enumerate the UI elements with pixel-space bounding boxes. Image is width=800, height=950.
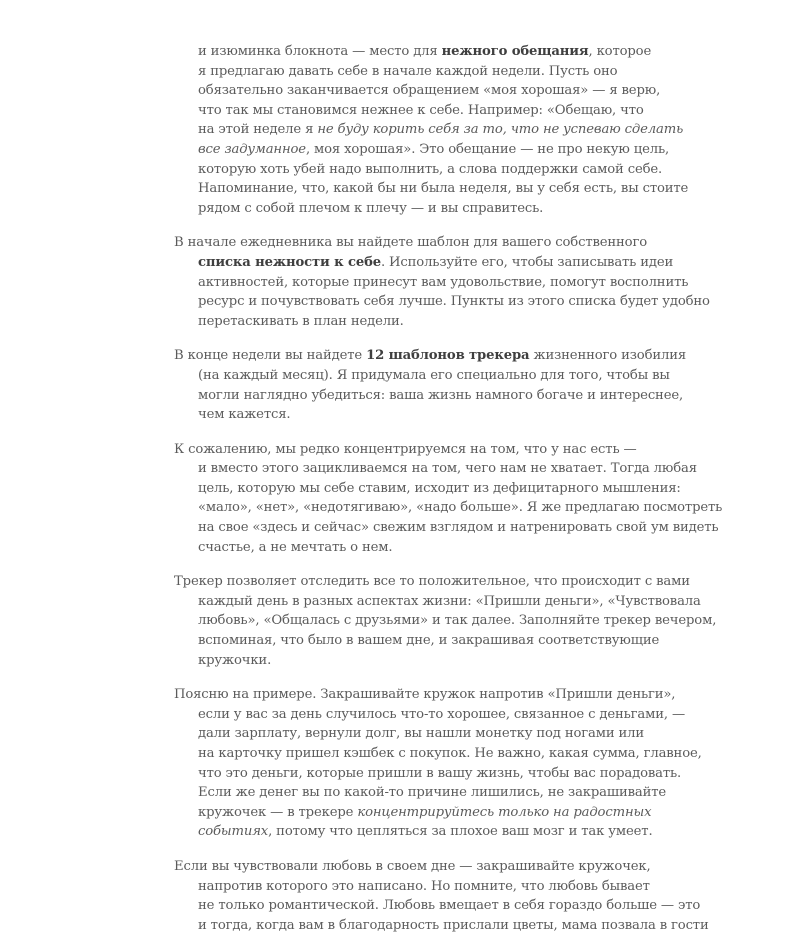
text-line: и изюминка блокнота — место для нежного обещания, которое [198, 44, 652, 59]
paragraph [174, 42, 689, 218]
text-line: цель, которую мы себе ставим, исходит из дефицитарного мышления: [198, 480, 681, 496]
text-line: Если же денег вы по какой-то причине лишились, не закрашивайте [198, 785, 667, 801]
text-line: рядом с собой плечом к плечу — и вы справитесь. [198, 200, 544, 216]
text-line: активностей, которые принесут вам удовольствие, помогут восполнить [198, 274, 689, 290]
text-line: В конце недели вы найдете 12 шаблонов трекера жизненного изобилия [174, 348, 687, 364]
bold-phrase: списка нежности к себе [198, 254, 381, 270]
text-line: которую хоть убей надо выполнить, а слова поддержки самой себе. [198, 161, 663, 177]
paragraph [174, 346, 687, 424]
text-line: и тогда, когда вам в благодарность прислали цветы, мама позвала в гости [198, 917, 709, 933]
italic-phrase: не буду корить себя за то, что не успеваю сделать [317, 122, 684, 138]
italic-phrase: все задуманное [198, 141, 306, 157]
text-line: напротив которого это написано. Но помните, что любовь бывает [198, 878, 650, 894]
text-line: Если вы чувствовали любовь в своем дне — закрашивайте кружочек, [174, 858, 651, 874]
text-line: любовь», «Общалась с друзьями» и так далее. Заполняйте трекер вечером, [198, 613, 717, 629]
bold-phrase: нежного обещания [441, 44, 589, 59]
text-line: могли наглядно убедиться: ваша жизнь намного богаче и интереснее, [198, 387, 684, 403]
text-line: Напоминание, что, какой бы ни была неделя, вы у себя есть, вы стоите [198, 181, 689, 197]
text-line: не только романтической. Любовь вмещает в себя гораздо больше — это [198, 898, 701, 914]
text-line: счастье, а не мечтать о нем. [198, 539, 393, 555]
italic-phrase: концентрируйтесь только на радостных [357, 804, 652, 820]
text-line: обязательно заканчивается обращением «моя хорошая» — я верю, [198, 83, 661, 99]
text-line: кружочки. [198, 652, 272, 668]
paragraph [174, 440, 723, 558]
text-line: (на каждый месяц). Я придумала его специально для того, чтобы вы [198, 367, 670, 383]
text-line: что это деньги, которые пришли в вашу жизнь, чтобы вас порадовать. [198, 765, 682, 781]
text-line: Трекер позволяет отследить все то положительное, что происходит с вами [174, 574, 690, 590]
text-line: если у вас за день случилось что-то хорошее, связанное с деньгами, — [198, 706, 686, 722]
paragraph [174, 572, 717, 670]
paragraph [174, 857, 709, 935]
paragraph [174, 233, 710, 331]
body-text [174, 42, 723, 950]
text-line: Поясню на примере. Закрашивайте кружок напротив «Пришли деньги», [174, 687, 676, 703]
paragraph [174, 685, 702, 842]
text-line: что так мы становимся нежнее к себе. Например: «Обещаю, что [198, 102, 644, 118]
text-line: и вместо этого зацикливаемся на том, чего нам не хватает. Тогда любая [198, 461, 697, 477]
text-line: ресурс и почувствовать себя лучше. Пункты из этого списка будет удобно [198, 294, 710, 310]
text-line: списка нежности к себе. Используйте его, чтобы записывать идеи [198, 254, 674, 270]
text-line: на карточку пришел кэшбек с покупок. Не важно, какая сумма, главное, [198, 746, 702, 761]
text-line: кружочек — в трекере концентрируйтесь только на радостных [198, 804, 652, 820]
text-line: на свое «здесь и сейчас» свежим взглядом и натренировать свой ум видеть [198, 520, 719, 536]
text-line: К сожалению, мы редко концентрируемся на том, что у нас есть — [174, 441, 637, 457]
text-line: В начале ежедневника вы найдете шаблон для вашего собственного [174, 235, 648, 251]
text-line: вспоминая, что было в вашем дне, и закрашивая соответствующие [198, 633, 660, 649]
italic-phrase: событиях [198, 824, 269, 840]
text-line: все задуманное, моя хорошая». Это обещание — не про некую цель, [198, 141, 670, 157]
bold-phrase: 12 шаблонов трекера [366, 348, 530, 364]
text-line: на этой неделе я не буду корить себя за то, что не успеваю сделать [198, 122, 684, 138]
text-line: «мало», «нет», «недотягиваю», «надо больше». Я же предлагаю посмотреть [198, 500, 723, 516]
text-line: событиях, потому что цепляться за плохое ваш мозг и так умеет. [198, 824, 653, 840]
text-line: дали зарплату, вернули долг, вы нашли монетку под ногами или [198, 726, 645, 742]
text-line: перетаскивать в план недели. [198, 313, 404, 329]
text-line: чем кажется. [198, 407, 291, 423]
text-line: я предлагаю давать себе в начале каждой недели. Пусть оно [198, 63, 618, 79]
text-line: каждый день в разных аспектах жизни: «Пришли деньги», «Чувствовала [198, 593, 701, 609]
